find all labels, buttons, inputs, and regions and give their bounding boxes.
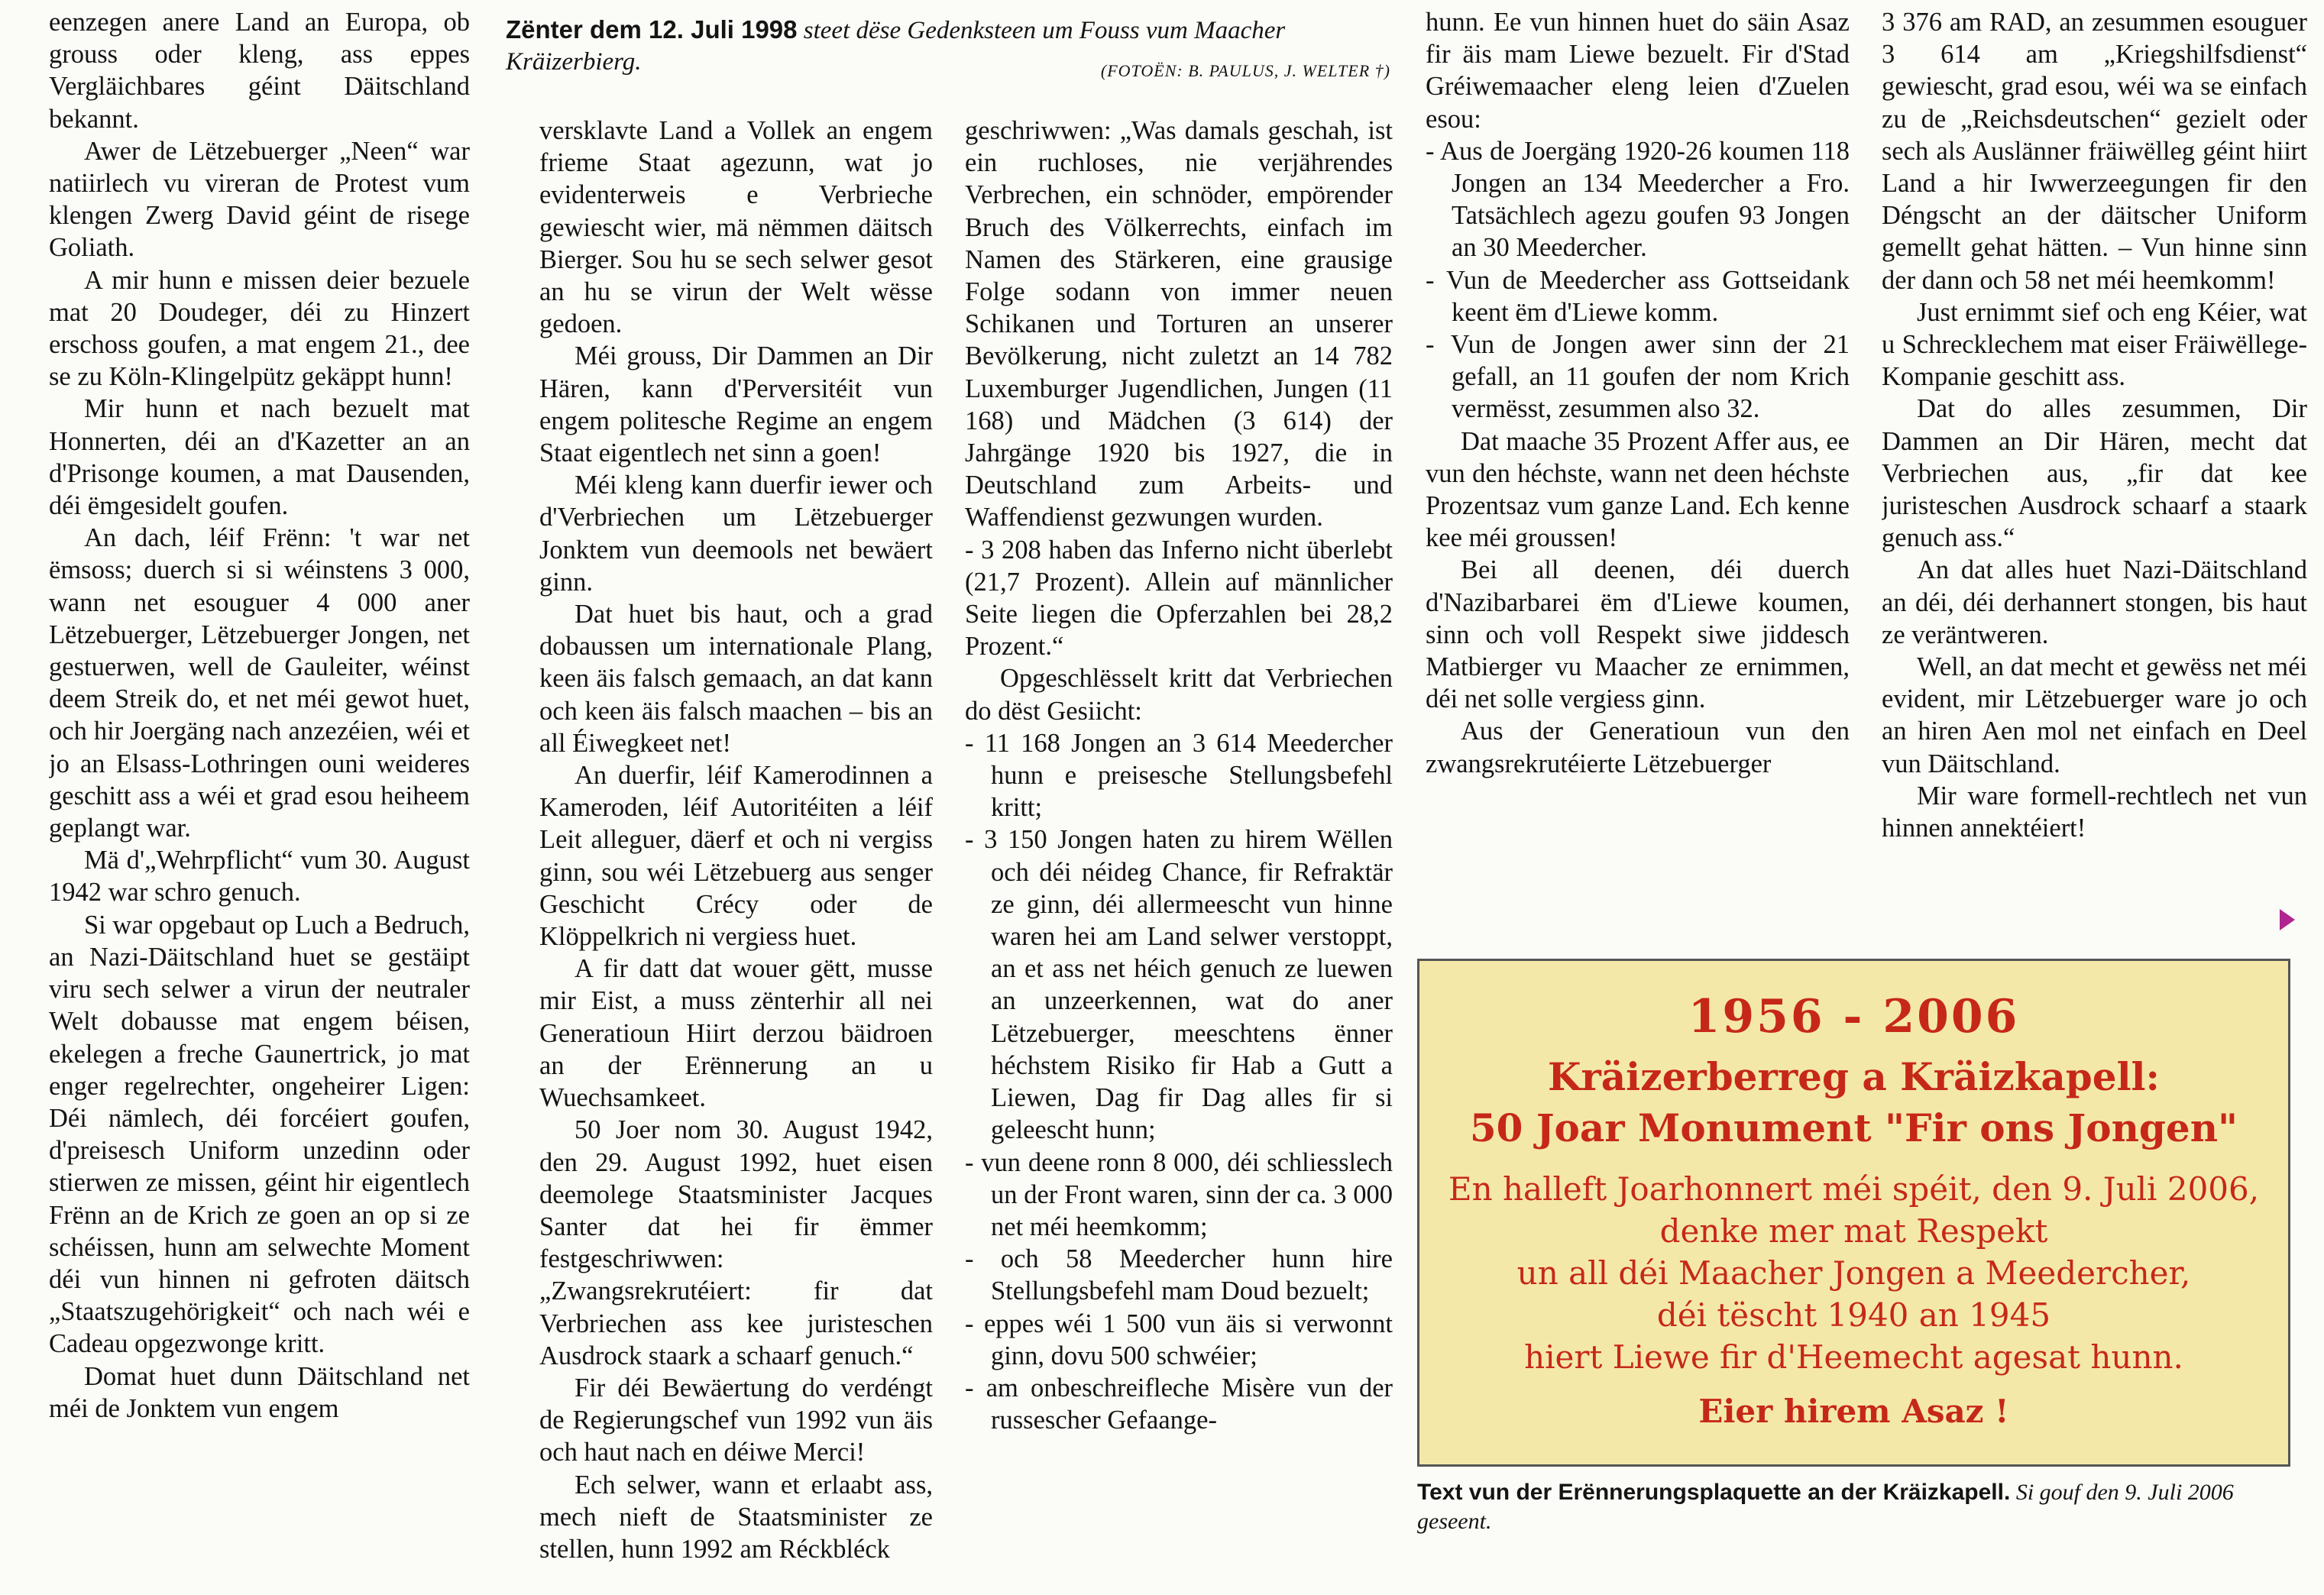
paragraph: Méi kleng kann duerfir iewer och d'Verbriechen um Lëtzebuerger Jonktem vun deemools net bewäert ginn. [539,471,933,597]
paragraph: - 3 208 haben das Inferno nicht überlebt (21,7 Prozent). Allein auf männlicher Seite liegen die Opferzahlen bei 28,2 Prozent.“ [965,535,1393,662]
paragraph: Dat do alles zesummen, Dir Dammen an Dir Hären, mecht dat Verbriechen aus, „fir dat kee juristeschen Ausdrock schaarf a staark genuch ass.“ [1882,394,2307,553]
photo-caption-bold: Zënter dem 12. Juli 1998 [506,15,798,44]
paragraph: 50 Joer nom 30. August 1942, den 29. August 1992, huet eisen deemolege Staatsminister Jacques Santer dat hei fir ëmmer festgeschriwwen: „Zwangsrekrutéiert: fir dat Verbriechen ass kee juristeschen Ausdrock staark a schaarf genuch.“ [539,1115,933,1370]
plaque-title-1: Kräizerberreg a Kräizkapell: [1547,1054,2161,1099]
paragraph: Dat maache 35 Prozent Affer aus, ee vun den héchste, wann net deen héchste Prozentsaz vum ganze Land. Ech kenne kee méi groussen! [1426,426,1850,553]
article-column-1 [49,6,470,1587]
article-column-3 [965,115,1393,1587]
paragraph: A mir hunn e missen deier bezuele mat 20 Doudeger, déi zu Hinzert erschoss goufen, a mat engem 21., dee se zu Köln-Klingelpütz gekäppt hunn! [49,265,470,392]
paragraph: A fir datt dat wouer gëtt, musse mir Eist, a muss zënterhir all nei Generatioun Hiirt derzou bäidroen an der Erënnerung an u Wuechsamkeet. [539,954,933,1113]
photo-caption-italic: steet dëse Gedenksteen um Fouss vum Maacher Kräizerbierg. [506,17,1286,76]
paragraph: Mir hunn et nach bezuelt mat Honnerten, déi an d'Kazetter an an d'Prisonge koumen, a mat Dausenden, déi ëmgesidelt goufen. [49,394,470,521]
plaque-line-2: denke mer mat Respekt [1659,1212,2048,1250]
paragraph: - 3 150 Jongen haten zu hirem Wëllen och déi néideg Chance, fir Refraktär ze ginn, déi allermeescht vun hinne waren hei am Land selwer verstoppt, an et ass net héich genuch ze luewen an unzeerkennen, wat do aner Lëtzebuerger, meeschtens ënner héchstem Risiko fir Hab a Gutt a Liewen, Dag fir Dag alles fir si geleescht hunn; [965,823,1393,1146]
paragraph: Aus der Generatioun vun den zwangsrekrutéierte Lëtzebuerger [1426,717,1850,778]
paragraph: An duerfir, léif Kamerodinnen a Kameroden, léif Autoritéiten a léif Leit alleguer, däerf et och ni vergiss ginn, sou wéi Lëtzebuerg aus senger Geschicht Crécy oder de Klöppelkrich ni vergiess huet. [539,761,933,952]
paragraph: - Aus de Joergäng 1920-26 koumen 118 Jongen an 134 Meedercher a Fro. Tatsächlech agezu goufen 93 Jongen an 30 Meedercher. [1426,135,1850,264]
plaque-title-2: 50 Joar Monument "Fir ons Jongen" [1469,1105,2238,1150]
paragraph: Mä d'„Wehrpflicht“ vum 30. August 1942 war schro genuch. [49,846,470,907]
paragraph: Well, an dat mecht et gewëss net méi evident, mir Lëtzebuerger ware jo och an hiren Aen mol net einfach en Deel vun Däitschland. [1882,652,2307,778]
paragraph: versklavte Land a Vollek an engem frieme Staat agezunn, wat jo evidenterweis e Verbrieche gewiescht wier, mä nëmmen däitsch Bierger. Sou hu se sech selwer gesot an hu se virun der Welt wësse gedoen. [539,116,933,339]
article-column-2 [539,115,933,1587]
photo-credit: (FOTOËN: B. PAULUS, J. WELTER †) [1100,61,1390,80]
article-column-5 [1882,6,2307,942]
paragraph: - och 58 Meedercher hunn hire Stellungsbefehl mam Doud bezuelt; [965,1243,1393,1307]
paragraph: Mir ware formell-rechtlech net vun hinnen annektéiert! [1882,781,2307,843]
paragraph: An dach, léif Frënn: 't war net ëmsoss; duerch si si wéinstens 3 000, wann net esouguer 4 000 aner Lëtzebuerger, Lëtzebuerger Jongen, net gestuerwen, well de Gauleiter, wéinst deem Streik do, et net méi gewot huet, och hir Joergäng nach anzezéien, wéi et jo an Elsass-Lothringen ouni weideres geschitt ass a wéi et grad esou heiheem geplangt war. [49,523,470,843]
paragraph: Bei all deenen, déi duerch d'Nazibarbarei ëm d'Liewe koumen, sinn och voll Respekt siwe jiddesch Matbierger vu Maacher ze ernimmen, déi net solle vergiess ginn. [1426,555,1850,714]
plaque-line-4: déi tëscht 1940 an 1945 [1656,1296,2051,1334]
paragraph: Méi grouss, Dir Dammen an Dir Hären, kann d'Perversitéit vun engem politesche Regime an engem Staat eigentlech net sinn a goen! [539,341,933,468]
paragraph: - am onbeschreifleche Misère vun der russescher Gefaange- [965,1372,1393,1436]
plaque-closing: Eier hirem Asaz ! [1698,1393,2009,1430]
paragraph: 3 376 am RAD, an zesummen esouguer 3 614 am „Kriegshilfsdienst“ gewiescht, grad esou, wéi wa se einfach zu de „Reichsdeutschen“ gezielt oder sech als Auslänner fräiwëlleg géint hiirt Land a hir Iwwerzeegungen fir den Déngscht an der däitscher Uniform gemellt gehat hätten. – Vun hinne sinn der dann och 58 net méi heemkomm! [1882,8,2307,295]
paragraph: - eppes wéi 1 500 vun äis si verwonnt ginn, dovu 500 schwéier; [965,1308,1393,1372]
plaque-caption [1417,1478,2296,1536]
paragraph: An dat alles huet Nazi-Däitschland an déi, déi derhannert stongen, bis haut ze veräntweren. [1882,555,2307,649]
paragraph: Awer de Lëtzebuerger „Neen“ war natiirlech vu vireran de Protest vum klengen Zwerg David géint de risege Goliath. [49,136,470,263]
paragraph: hunn. Ee vun hinnen huet do säin Asaz fir äis mam Liewe bezuelt. Fir d'Stad Gréiwemaacher eleng leien d'Zuelen esou: [1426,8,1850,134]
plaque-caption-bold: Text vun der Erënnerungsplaquette an der Kräizkapell. [1417,1480,2011,1505]
continue-arrow-icon [2280,909,2295,930]
memorial-plaque [1417,959,2290,1467]
paragraph: eenzegen anere Land an Europa, ob grouss oder kleng, ass eppes Vergläichbares géint Däitschland bekannt. [49,8,470,134]
plaque-line-1: En halleft Joarhonnert méi spéit, den 9. Juli 2006, [1448,1170,2260,1208]
plaque-years: 1956 - 2006 [1688,990,2020,1043]
paragraph: - Vun de Jongen awer sinn der 21 gefall, an 11 goufen der nom Krich vermësst, zesummen also 32. [1426,328,1850,425]
plaque-line-5: hiert Liewe fir d'Heemecht agesat hunn. [1524,1338,2183,1376]
plaque-line-3: un all déi Maacher Jongen a Meedercher, [1516,1254,2191,1292]
paragraph: - 11 168 Jongen an 3 614 Meedercher hunn e preisesche Stellungsbefehl kritt; [965,727,1393,824]
paragraph: Ech selwer, wann et erlaabt ass, mech nieft de Staatsminister ze stellen, hunn 1992 am Réckbléck [539,1470,933,1564]
paragraph: geschriwwen: „Was damals geschah, ist ein ruchloses, nie verjährendes Verbrechen, ein schnöder, empörender Bruch des Völkerrechts, einfach im Namen des Stärkeren, eine grausige Folge sodann von immer neuen Schikanen und Torturen an unserer Bevölkerung, nicht zuletzt an 14 782 Luxemburger Jugendlichen, Jungen (11 168) und Mädchen (3 614) der Jahrgänge 1920 bis 1927, die in Deutschland zum Arbeits- und Waffendienst gezwungen wurden. [965,116,1393,532]
paragraph: - vun deene ronn 8 000, déi schliesslech un der Front waren, sinn der ca. 3 000 net méi heemkomm; [965,1147,1393,1244]
paragraph: Fir déi Bewäertung do verdéngt de Regierungschef vun 1992 vun äis och haut nach en déiwe Merci! [539,1373,933,1467]
paragraph: - Vun de Meedercher ass Gottseidank keent ëm d'Liewe komm. [1426,264,1850,328]
paragraph: Opgeschlësselt kritt dat Verbriechen do dëst Gesiicht: [965,664,1393,726]
paragraph: Domat huet dunn Däitschland net méi de Jonktem vun engem [49,1361,470,1423]
paragraph: Dat huet bis haut, och a grad dobaussen um internationale Plang, keen äis falsch gemaach, an dat kann och keen äis falsch maachen – bis an all Éiwegkeet net! [539,600,933,758]
article-column-4 [1426,6,1850,942]
paragraph: Si war opgebaut op Luch a Bedruch, an Nazi-Däitschland huet se gestäipt viru sech selwer a virun der neutraler Welt dobausse mat engem béisen, ekelegen a freche Gaunertrick, jo mat enger regelrechter, ongeheirer Ligen: Déi nämlech, déi forcéiert goufen, d'preisesch Uniform unzedinn oder stierwen ze missen, géint hir eigentlech Frënn an de Krich ze goen an op si ze schéissen, hunn am selwechte Moment déi vun hinnen ni gefroten däitsch „Staatszugehörigkeit“ och nach wéi e Cadeau opgezwonge kritt. [49,910,470,1359]
paragraph: Just ernimmt sief och eng Kéier, wat u Schrecklechem mat eiser Fräiwëllege-Kompanie geschitt ass. [1882,297,2307,392]
plaque-caption-italic: Si gouf den 9. Juli 2006 geseent. [1417,1480,2234,1534]
